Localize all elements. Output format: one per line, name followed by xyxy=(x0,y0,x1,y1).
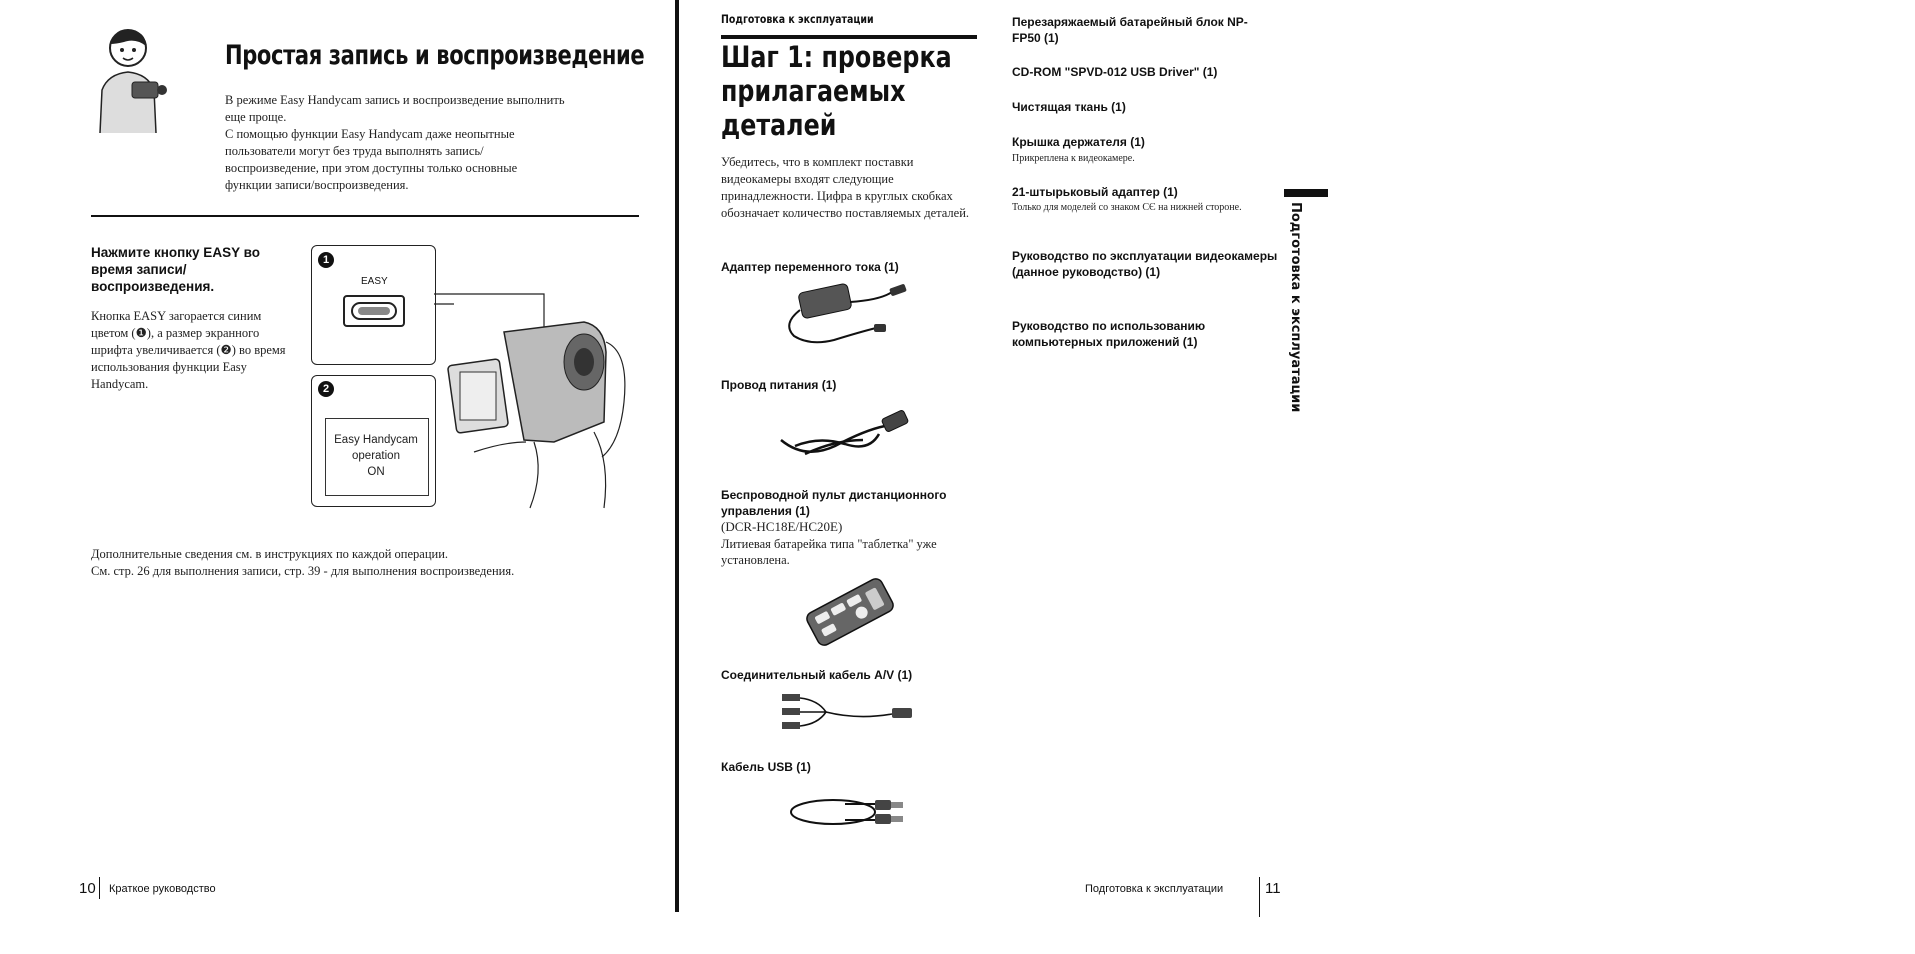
screen-line: operation xyxy=(352,450,400,462)
ac-adapter-icon xyxy=(780,280,920,352)
remote-note: Литиевая батарейка типа "таблетка" уже установлена. xyxy=(721,537,937,567)
usb-cable-icon xyxy=(785,790,915,834)
page-number: 11 xyxy=(1265,880,1281,897)
adapter21-note: Только для моделей со знаком ϹЄ на нижней стороне. xyxy=(1012,202,1242,213)
easy-button-label: EASY xyxy=(361,276,388,287)
screen-line: ON xyxy=(367,466,385,478)
easy-body-text: Кнопка EASY загорается синим цветом (❶), а размер экранного шрифта увеличивается (❷) во время использования функции Easy Handycam. xyxy=(91,309,286,391)
screen-line: Easy Handycam xyxy=(334,434,418,446)
intro-line: еще проще. xyxy=(225,110,287,124)
chapter-tab xyxy=(1283,202,1305,413)
item-av-cable: Соединительный кабель A/V (1) xyxy=(721,668,913,682)
chapter-tab-label: Подготовка к эксплуатации xyxy=(1288,202,1303,413)
holder-note: Прикреплена к видеокамере. xyxy=(1012,153,1135,164)
person-camcorder-illustration xyxy=(88,18,168,136)
intro-line: С помощью функции Easy Handycam даже неопытные xyxy=(225,127,515,141)
section-header: Подготовка к эксплуатации xyxy=(721,12,874,26)
page-title: Простая запись и воспроизведение xyxy=(225,40,645,71)
step-title-line: деталей xyxy=(721,108,837,142)
page-separator xyxy=(99,877,100,899)
page-number: 10 xyxy=(79,880,96,897)
item-usb-cable: Кабель USB (1) xyxy=(721,760,811,774)
screen-message xyxy=(325,432,427,480)
remote-control-icon xyxy=(800,572,900,652)
easy-button-icon xyxy=(343,295,405,327)
intro-paragraph xyxy=(225,92,645,194)
item-battery: Перезаряжаемый батарейный блок NP-FP50 (1) xyxy=(1012,15,1248,45)
item-cleaning-cloth: Чистящая ткань (1) xyxy=(1012,100,1126,114)
divider xyxy=(91,215,639,217)
easy-heading: Нажмите кнопку EASY во время записи/ воспроизведения. xyxy=(91,245,260,294)
intro-line: воспроизведение, при этом доступны только основные xyxy=(225,161,518,175)
intro-line: В режиме Easy Handycam запись и воспроизведение выполнить xyxy=(225,93,565,107)
camcorder-in-hands-illustration xyxy=(434,292,634,510)
intro-line: пользователи могут без труда выполнять запись/ xyxy=(225,144,484,158)
item-ac-adapter: Адаптер переменного тока (1) xyxy=(721,260,899,274)
item-21-pin-adapter: 21-штырьковый адаптер (1) xyxy=(1012,185,1178,199)
item-remote: Беспроводной пульт дистанционного управления (1) xyxy=(721,488,947,518)
av-cable-icon xyxy=(778,690,918,740)
chapter-tab-marker xyxy=(1284,189,1328,197)
power-cord-icon xyxy=(775,400,925,470)
item-holder-cover: Крышка держателя (1) xyxy=(1012,135,1145,149)
page-label: Краткое руководство xyxy=(109,883,216,895)
intro-line: функции записи/воспроизведения. xyxy=(225,178,409,192)
step-badge-1: 1 xyxy=(318,252,334,268)
step-title xyxy=(721,40,967,142)
step-badge-2: 2 xyxy=(318,381,334,397)
page-label: Подготовка к эксплуатации xyxy=(1085,883,1224,895)
step-title-line: прилагаемых xyxy=(721,74,906,108)
step-intro: Убедитесь, что в комплект поставки видеокамеры входят следующие принадлежности. Цифра в круглых скобках обозначает количество поставляемых деталей. xyxy=(721,155,970,220)
section-rule xyxy=(721,35,977,39)
item-cdrom: CD-ROM "SPVD-012 USB Driver" (1) xyxy=(1012,65,1218,79)
footnote-2: См. стр. 26 для выполнения записи, стр. 39 - для выполнения воспроизведения. xyxy=(91,564,515,578)
page-spine xyxy=(675,0,679,912)
item-software-manual: Руководство по использованию компьютерных приложений (1) xyxy=(1012,319,1206,349)
page-separator xyxy=(1259,877,1260,917)
item-operating-manual: Руководство по эксплуатации видеокамеры (данное руководство) (1) xyxy=(1012,249,1278,279)
item-power-cord: Провод питания (1) xyxy=(721,378,837,392)
remote-model: (DCR-HC18E/HC20E) xyxy=(721,519,843,534)
step-title-line: Шаг 1: проверка xyxy=(721,40,952,74)
footnote-1: Дополнительные сведения см. в инструкциях по каждой операции. xyxy=(91,547,449,561)
